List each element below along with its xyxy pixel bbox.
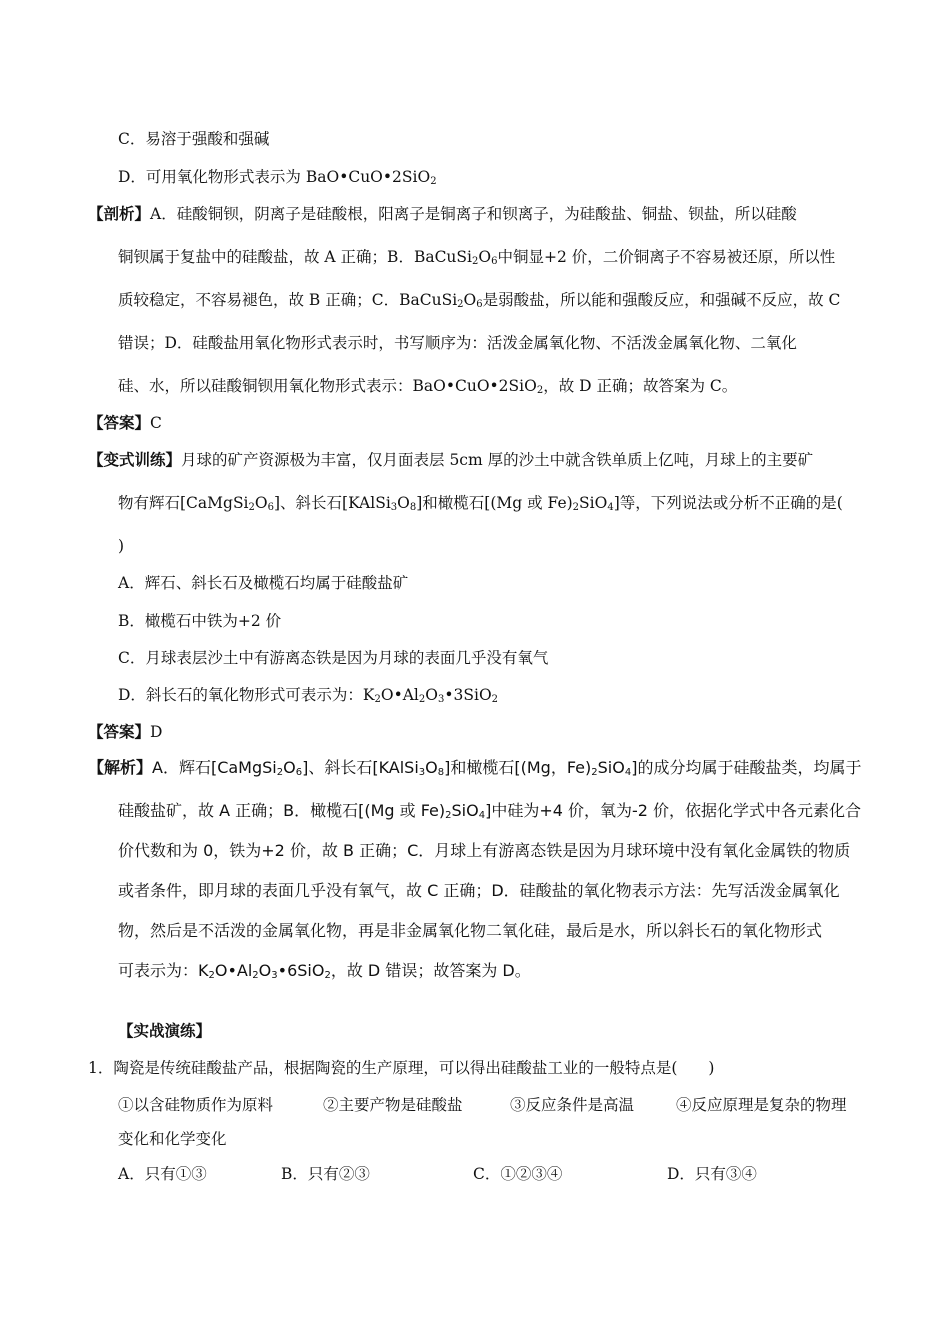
analysis-1-line-3: 质较稳定，不容易褪色，故 B 正确；C．$BaCuSi_2O_6$是弱酸盐，所以能和强酸反应，和强碱不反应，故 C	[118, 291, 841, 310]
variant-line-2: 物有辉石$[CaMgSi_2O_6]$、斜长石$[KAlSi_3O_8]$和橄榄石[(Mg 或 $Fe)_2SiO_4$]等，下列说法或分析不正确的是(	[118, 494, 843, 513]
analysis-1-line-2: 铜钡属于复盐中的硅酸盐，故 A 正确；B．$BaCuSi_2O_6$中铜显+2 价，二价铜离子不容易被还原，所以性	[118, 248, 836, 267]
variant-tag: 【变式训练】	[88, 450, 182, 469]
analysis-2-line-2: 硅酸盐矿，故 A 正确；B．橄榄石[(Mg 或 $Fe)_2SiO_4$]中硅为+4 价，氧为-2 价，依据化学式中各元素化合	[118, 801, 862, 821]
analysis-2-line-5: 物，然后是不活泼的金属氧化物，再是非金属氧化物二氧化硅，最后是水，所以斜长石的氧化物形式	[118, 921, 823, 940]
statement-3: ③反应条件是高温	[510, 1096, 635, 1114]
analysis-1-line-1: 【剖析】A．硅酸铜钡，阴离子是硅酸根，阳离子是铜离子和钡离子，为硅酸盐、铜盐、钡盐，所以硅酸	[88, 204, 797, 223]
statement-4-continued: 变化和化学变化	[118, 1130, 227, 1148]
practice-heading: 【实战演练】	[118, 1021, 212, 1040]
practice-option-c: C．①②③④	[473, 1165, 563, 1183]
variant-option-c: C．月球表层沙土中有游离态铁是因为月球的表面几乎没有氧气	[118, 649, 549, 667]
variant-option-a: A．辉石、斜长石及橄榄石均属于硅酸盐矿	[118, 574, 409, 592]
answer-1: 【答案】C	[88, 413, 162, 432]
practice-option-b: B．只有②③	[281, 1165, 370, 1183]
variant-option-d: D．斜长石的氧化物形式可表示为：$K_2O•Al_2O_3•3SiO_2$	[118, 686, 499, 705]
analysis-2-tag: 【解析】	[88, 758, 153, 777]
practice-option-d: D．只有③④	[667, 1165, 757, 1183]
variant-line-1: 【变式训练】月球的矿产资源极为丰富，仅月面表层 5cm 厚的沙土中就含铁单质上亿吨，月球上的主要矿	[88, 450, 814, 469]
variant-line-3: )	[118, 537, 125, 555]
statement-1: ①以含硅物质作为原料	[118, 1096, 274, 1114]
practice-option-a: A．只有①③	[118, 1165, 207, 1183]
answer-2: 【答案】D	[88, 722, 163, 741]
statement-4: ④反应原理是复杂的物理	[676, 1096, 847, 1114]
option-c-prev: C．易溶于强酸和强碱	[118, 130, 270, 148]
analysis-2-line-1: 【解析】A．辉石$[CaMgSi_2O_6]$、斜长石$[KAlSi_3O_8]$和橄榄石[(Mg，$Fe)_2SiO_4$]的成分均属于硅酸盐类，均属于	[88, 758, 862, 778]
analysis-1-line-5: 硅、水，所以硅酸铜钡用氧化物形式表示：BaO•CuO•2SiO$_2$，故 D 正确；故答案为 C。	[118, 377, 738, 396]
analysis-2-line-4: 或者条件，即月球的表面几乎没有氧气，故 C 正确；D．硅酸盐的氧化物表示方法：先写活泼金属氧化	[118, 881, 840, 900]
analysis-2-line-6: 可表示为：$K_2O•Al_2O_3•6SiO_2$，故 D 错误；故答案为 D。	[118, 961, 531, 981]
option-d-prev: D．可用氧化物形式表示为 BaO•CuO•2SiO$_2$	[118, 168, 437, 187]
statement-2: ②主要产物是硅酸盐	[323, 1096, 463, 1114]
analysis-2-line-3: 价代数和为 0，铁为+2 价，故 B 正确；C．月球上有游离态铁是因为月球环境中没有氧化金属铁的物质	[118, 841, 851, 860]
practice-question-1: 1．陶瓷是传统硅酸盐产品，根据陶瓷的生产原理，可以得出硅酸盐工业的一般特点是( )	[88, 1059, 715, 1077]
analysis-tag: 【剖析】	[88, 204, 151, 223]
variant-option-b: B．橄榄石中铁为+2 价	[118, 612, 282, 630]
analysis-1-line-4: 错误；D．硅酸盐用氧化物形式表示时，书写顺序为：活泼金属氧化物、不活泼金属氧化物、二氧化	[118, 334, 797, 352]
